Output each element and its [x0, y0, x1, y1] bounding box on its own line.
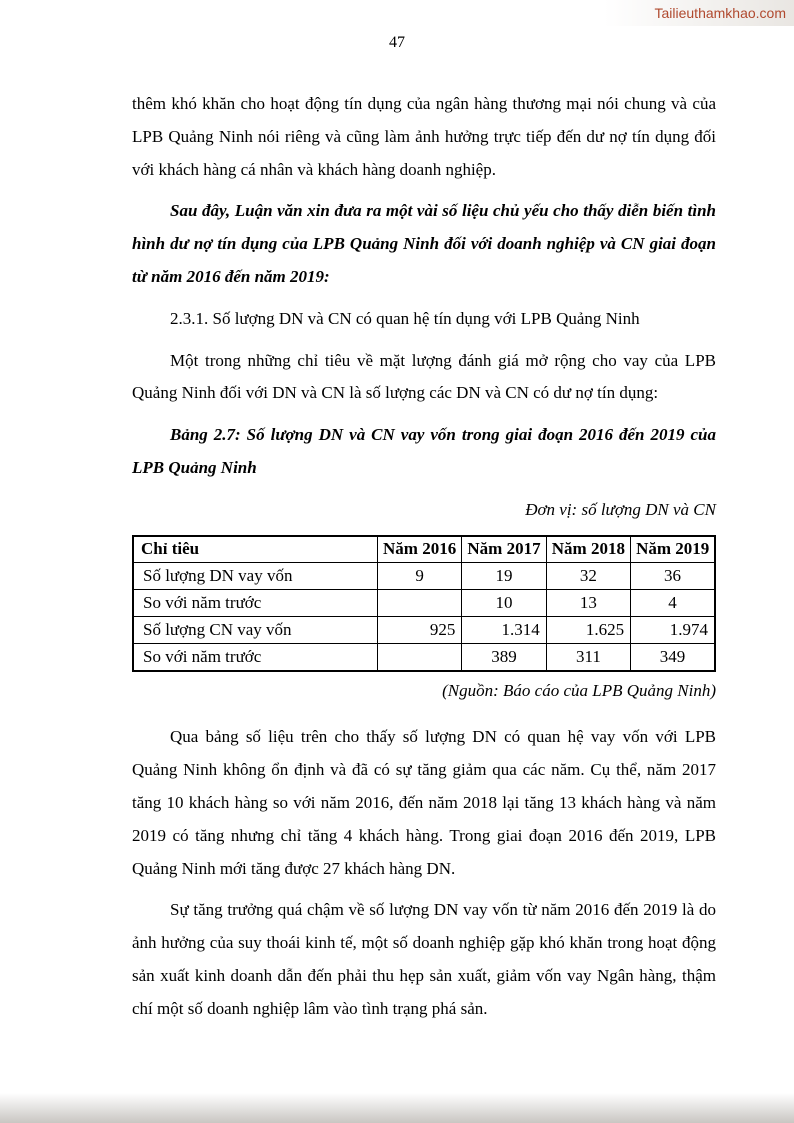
page-bottom-shadow: [0, 1093, 794, 1123]
page-number: 47: [389, 34, 405, 51]
paragraph-criteria: Một trong những chỉ tiêu về mặt lượng đánh giá mở rộng cho vay của LPB Quảng Ninh đối với DN và CN là số lượng các DN và CN có dư nợ tín dụng:: [132, 350, 716, 403]
table-cell: 389: [462, 644, 546, 671]
table-cell: [377, 644, 461, 671]
table-cell: 925: [377, 617, 461, 644]
watermark-band: [604, 0, 794, 26]
table-cell: 1.974: [631, 617, 715, 644]
table-header-row: [133, 536, 715, 563]
table-cell-label: So với năm trước: [133, 590, 377, 617]
paragraph-conclusion: Sự tăng trưởng quá chậm về số lượng DN vay vốn từ năm 2016 đến 2019 là do ảnh hưởng của suy thoái kinh tế, một số doanh nghiệp gặp khó khăn trong hoạt động sản xuất kinh doanh dẫn đến phải thu hẹp sản xuất, giảm vốn vay Ngân hàng, thậm chí một số doanh nghiệp lâm vào tình trạng phá sản.: [132, 900, 716, 1018]
table-row: [133, 563, 715, 590]
section-heading: 2.3.1. Số lượng DN và CN có quan hệ tín dụng với LPB Quảng Ninh: [170, 308, 640, 328]
table-unit-note: Đơn vị: số lượng DN và CN: [525, 499, 716, 519]
table-cell-label: Số lượng CN vay vốn: [133, 617, 377, 644]
table-cell: 311: [546, 644, 630, 671]
table-header-cell: Năm 2019: [631, 536, 715, 563]
table-header-cell: Năm 2017: [462, 536, 546, 563]
table-cell-label: Số lượng DN vay vốn: [133, 563, 377, 590]
table-row: [133, 590, 715, 617]
table-cell: [377, 590, 461, 617]
table-header-cell: Chỉ tiêu: [133, 536, 377, 563]
table-cell: 10: [462, 590, 546, 617]
table-cell: 19: [462, 563, 546, 590]
table-cell: 4: [631, 590, 715, 617]
table-header-cell: Năm 2018: [546, 536, 630, 563]
paragraph-emphasis: Sau đây, Luận văn xin đưa ra một vài số liệu chủ yếu cho thấy diễn biến tình hình dư nợ tín dụng của LPB Quảng Ninh đối với doanh nghiệp và CN giai đoạn từ năm 2016 đến năm 2019:: [132, 201, 716, 286]
table-row: [133, 644, 715, 671]
paragraph-analysis: Qua bảng số liệu trên cho thấy số lượng DN có quan hệ vay vốn với LPB Quảng Ninh không ổn định và đã có sự tăng giảm qua các năm. Cụ thể, năm 2017 tăng 10 khách hàng so với năm 2016, đến năm 2018 lại tăng 13 khách hàng và năm 2019 có tăng nhưng chỉ tăng 4 khách hàng. Trong giai đoạn 2016 đến 2019, LPB Quảng Ninh mới tăng được 27 khách hàng DN.: [132, 727, 716, 878]
table-cell: 13: [546, 590, 630, 617]
data-table: [132, 535, 716, 672]
table-cell: 1.625: [546, 617, 630, 644]
table-caption: Bảng 2.7: Số lượng DN và CN vay vốn trong giai đoạn 2016 đến 2019 của LPB Quảng Ninh: [132, 425, 716, 477]
table-header-cell: Năm 2016: [377, 536, 461, 563]
paragraph-intro: thêm khó khăn cho hoạt động tín dụng của ngân hàng thương mại nói chung và của LPB Quảng Ninh nói riêng và cũng làm ảnh hưởng trực tiếp đến dư nợ tín dụng đối với khách hàng cá nhân và khách hàng doanh nghiệp.: [132, 94, 716, 179]
table-cell: 349: [631, 644, 715, 671]
watermark: Tailieuthamkhao.com: [654, 5, 786, 21]
table-source-note: (Nguồn: Báo cáo của LPB Quảng Ninh): [442, 680, 716, 700]
page-content: [132, 88, 716, 1035]
table-cell-label: So với năm trước: [133, 644, 377, 671]
table-cell: 32: [546, 563, 630, 590]
table-cell: 1.314: [462, 617, 546, 644]
table-row: [133, 617, 715, 644]
table-cell: 36: [631, 563, 715, 590]
table-cell: 9: [377, 563, 461, 590]
